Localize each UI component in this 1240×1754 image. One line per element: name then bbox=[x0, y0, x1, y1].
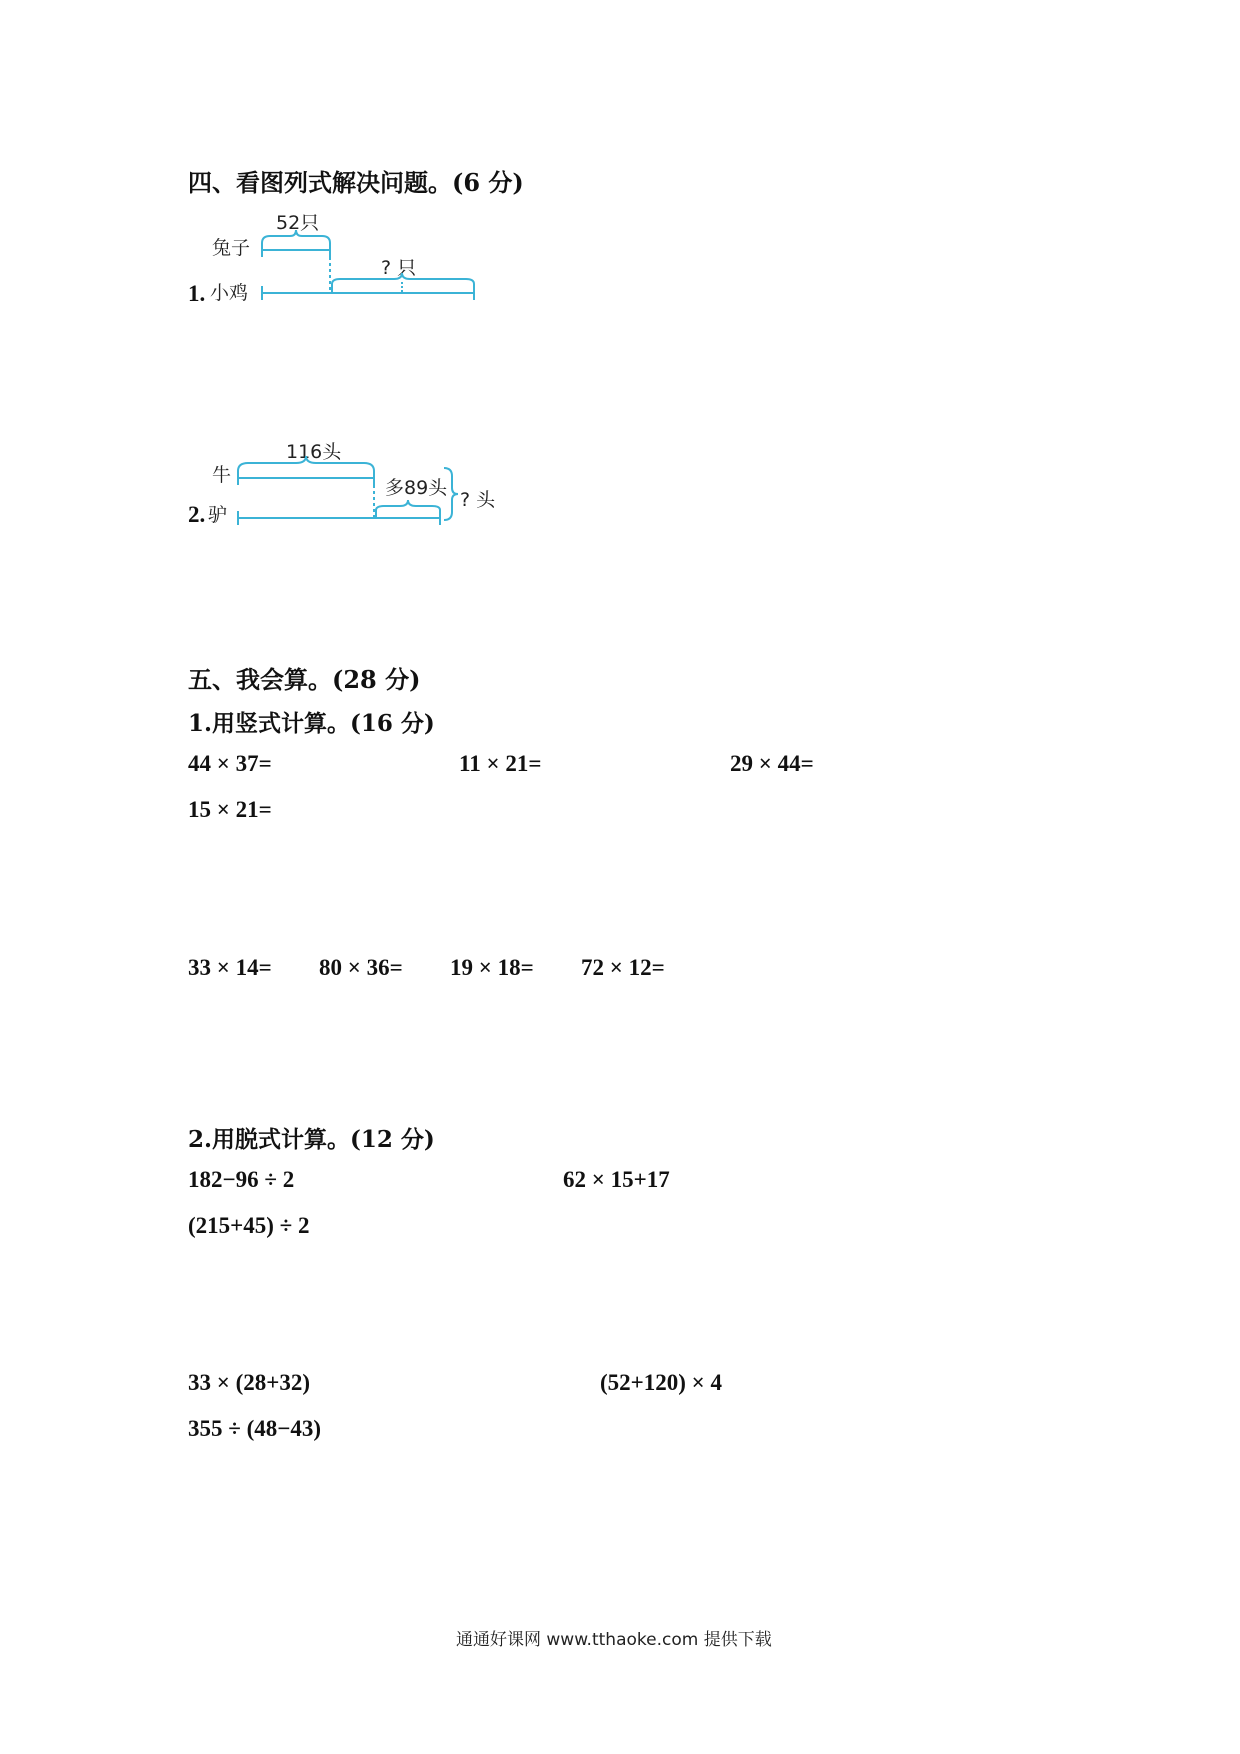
vertical-calc-item: 72 × 12= bbox=[581, 955, 665, 980]
vertical-calc-item: 11 × 21= bbox=[459, 751, 542, 776]
donkey-more-label: 多89头 bbox=[385, 477, 448, 499]
vertical-calc-item: 33 × 14= bbox=[188, 955, 272, 980]
vertical-calc-item: 15 × 21= bbox=[188, 797, 272, 822]
problem-1-number: 1. bbox=[188, 281, 206, 306]
stepwise-calc-title: 2.用脱式计算。(12 分) bbox=[188, 1126, 435, 1153]
problem-2-number: 2. bbox=[188, 502, 206, 527]
stepwise-calc-item: 182−96 ÷ 2 bbox=[188, 1167, 295, 1192]
rabbit-count-label: 52只 bbox=[276, 212, 320, 234]
stepwise-calc-item: 355 ÷ (48−43) bbox=[188, 1416, 322, 1441]
vertical-calc-item: 44 × 37= bbox=[188, 751, 272, 776]
stepwise-calc-item: (52+120) × 4 bbox=[600, 1370, 723, 1395]
donkey-extra-brace bbox=[376, 500, 440, 518]
section-5-title: 五、我会算。(28 分) bbox=[188, 665, 421, 694]
vertical-calc-item: 80 × 36= bbox=[319, 955, 403, 980]
rabbit-label: 兔子 bbox=[212, 237, 251, 259]
vertical-calc-item: 29 × 44= bbox=[730, 751, 814, 776]
cow-count-label: 116头 bbox=[286, 441, 342, 463]
chick-unknown-label: ? 只 bbox=[381, 257, 417, 279]
total-unknown-label: ? 头 bbox=[460, 489, 496, 511]
footer-credit: 通通好课网 www.tthaoke.com 提供下载 bbox=[456, 1630, 772, 1650]
cow-label: 牛 bbox=[212, 464, 232, 486]
stepwise-calc-item: (215+45) ÷ 2 bbox=[188, 1213, 310, 1238]
donkey-label: 驴 bbox=[208, 504, 228, 526]
chick-label: 小鸡 bbox=[210, 282, 249, 304]
vertical-calc-title: 1.用竖式计算。(16 分) bbox=[188, 710, 435, 737]
section-4-title: 四、看图列式解决问题。(6 分) bbox=[188, 168, 524, 197]
stepwise-calc-item: 62 × 15+17 bbox=[563, 1167, 670, 1192]
vertical-calc-item: 19 × 18= bbox=[450, 955, 534, 980]
stepwise-calc-item: 33 × (28+32) bbox=[188, 1370, 311, 1395]
